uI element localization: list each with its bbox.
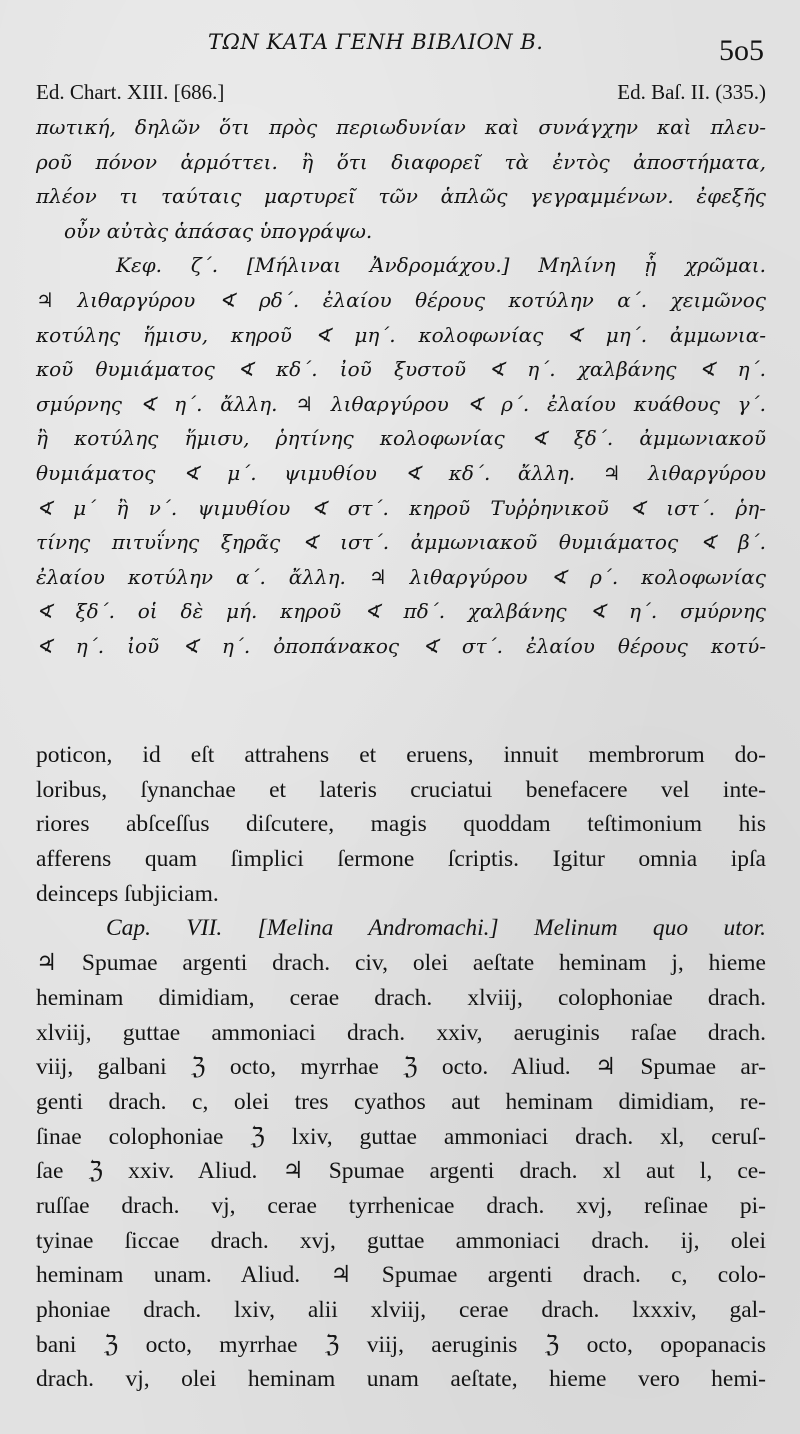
greek-line: σμύρνης ∢ η΄. ἄλλη. ♃ λιθαργύρου ∢ ρ΄. ἐλαίου κυάθους γ΄. (36, 391, 766, 416)
latin-line: ſinae colophoniae ℨ lxiv, guttae ammoniaci drach. xl, ceruſ- (36, 1123, 766, 1150)
latin-line: ſae ℨ xxiv. Aliud. ♃ Spumae argenti drach. xl aut l, ce- (36, 1158, 766, 1185)
greek-chapter-heading: Κεφ. ζ΄. [Μήλιναι Ἀνδρομάχου.] Μηλίνη ᾗ χρῶμαι. (116, 253, 766, 278)
greek-line: κοτύλης ἥμισυ, κηροῦ ∢ μη΄. κολοφωνίας ∢ μη΄. ἀμμωνια- (36, 322, 766, 347)
edition-references (36, 80, 766, 108)
latin-line: deinceps ſubjiciam. (36, 880, 219, 907)
latin-line: heminam dimidiam, cerae drach. xlviij, colophoniae drach. (36, 984, 766, 1011)
greek-line: ∢ ξδ΄. οἱ δὲ μή. κηροῦ ∢ πδ΄. χαλβάνης ∢ η΄. σμύρνης (36, 599, 766, 624)
latin-line: drach. vj, olei heminam unam aeſtate, hieme vero hemi- (36, 1366, 766, 1393)
greek-text-block (36, 110, 766, 664)
latin-chapter-heading: Cap. VII. [Melina Andromachi.] Melinum quo utor. (106, 915, 766, 942)
page-header (0, 30, 800, 67)
greek-line: ∢ η΄. ἰοῦ ∢ η΄. ὀποπάνακος ∢ στ΄. ἐλαίου θέρους κοτύ- (36, 633, 766, 658)
latin-text-block (36, 738, 766, 1397)
latin-line: ♃ Spumae argenti drach. civ, olei aeſtate heminam j, hieme (36, 950, 766, 977)
page-number: 5o5 (719, 34, 764, 67)
latin-line: viij, galbani ℨ octo, myrrhae ℨ octo. Aliud. ♃ Spumae ar- (36, 1054, 766, 1081)
running-title: ΤΩΝ ΚΑΤΑ ΓΕΝΗ ΒΙΒΛΙΟΝ Β. (208, 30, 544, 54)
greek-line: ♃ λιθαργύρου ∢ ρδ΄. ἐλαίου θέρους κοτύλην α΄. χειμῶνος (36, 287, 766, 312)
latin-line: phoniae drach. lxiv, alii xlviij, cerae drach. lxxxiv, gal- (36, 1297, 766, 1323)
greek-line: πωτική, δηλῶν ὅτι πρὸς περιωδυνίαν καὶ συνάγχην καὶ πλευ- (36, 115, 766, 139)
latin-line: ruſſae drach. vj, cerae tyrrhenicae drach. xvj, reſinae pi- (36, 1192, 766, 1219)
edition-reference-chartier: Ed. Chart. XIII. [686.] (36, 80, 225, 104)
latin-line: bani ℨ octo, myrrhae ℨ viij, aeruginis ℨ octo, opopanacis (36, 1331, 766, 1358)
latin-line: xlviij, guttae ammoniaci drach. xxiv, aeruginis raſae drach. (36, 1019, 766, 1046)
greek-line: πλέον τι ταύταις μαρτυρεῖ τῶν ἁπλῶς γεγραμμένων. ἐφεξῆς (36, 184, 766, 209)
latin-line: heminam unam. Aliud. ♃ Spumae argenti drach. c, colo- (36, 1262, 766, 1289)
greek-line: οὖν αὐτὰς ἁπάσας ὑπογράψω. (64, 218, 373, 243)
greek-line: κοῦ θυμιάματος ∢ κδ΄. ἰοῦ ξυστοῦ ∢ η΄. χαλβάνης ∢ η΄. (36, 357, 766, 382)
latin-line: loribus, ſynanchae et lateris cruciatui benefacere vel inte- (36, 776, 766, 803)
latin-line: poticon, id eſt attrahens et eruens, innuit membrorum do- (36, 742, 766, 768)
greek-line: ροῦ πόνον ἁρμόττει. ἢ ὅτι διαφορεῖ τὰ ἐντὸς ἀποστήματα, (36, 149, 766, 174)
greek-line: τίνης πιτυΐνης ξηρᾶς ∢ ιστ΄. ἀμμωνιακοῦ θυμιάματος ∢ β΄. (36, 530, 766, 555)
greek-line: θυμιάματος ∢ μ΄. ψιμυθίου ∢ κδ΄. ἄλλη. ♃ λιθαργύρου (36, 460, 766, 485)
greek-line: ἢ κοτύλης ἥμισυ, ῥητίνης κολοφωνίας ∢ ξδ΄. ἀμμωνιακοῦ (36, 426, 766, 451)
latin-line: tyinae ſiccae drach. xvj, guttae ammoniaci drach. ij, olei (36, 1227, 766, 1254)
greek-line: ∢ μ΄ ἢ ν΄. ψιμυθίου ∢ στ΄. κηροῦ Τυῤῥηνικοῦ ∢ ιστ΄. ῥη- (36, 495, 766, 520)
greek-line: ἐλαίου κοτύλην α΄. ἄλλη. ♃ λιθαργύρου ∢ ρ΄. κολοφωνίας (36, 564, 766, 589)
edition-reference-basel: Ed. Baſ. II. (335.) (617, 80, 766, 104)
latin-line: afferens quam ſimplici ſermone ſcriptis. Igitur omnia ipſa (36, 846, 766, 873)
latin-line: genti drach. c, olei tres cyathos aut heminam dimidiam, re- (36, 1088, 766, 1115)
latin-line: riores abſceſſus diſcutere, magis quoddam teſtimonium his (36, 811, 766, 838)
